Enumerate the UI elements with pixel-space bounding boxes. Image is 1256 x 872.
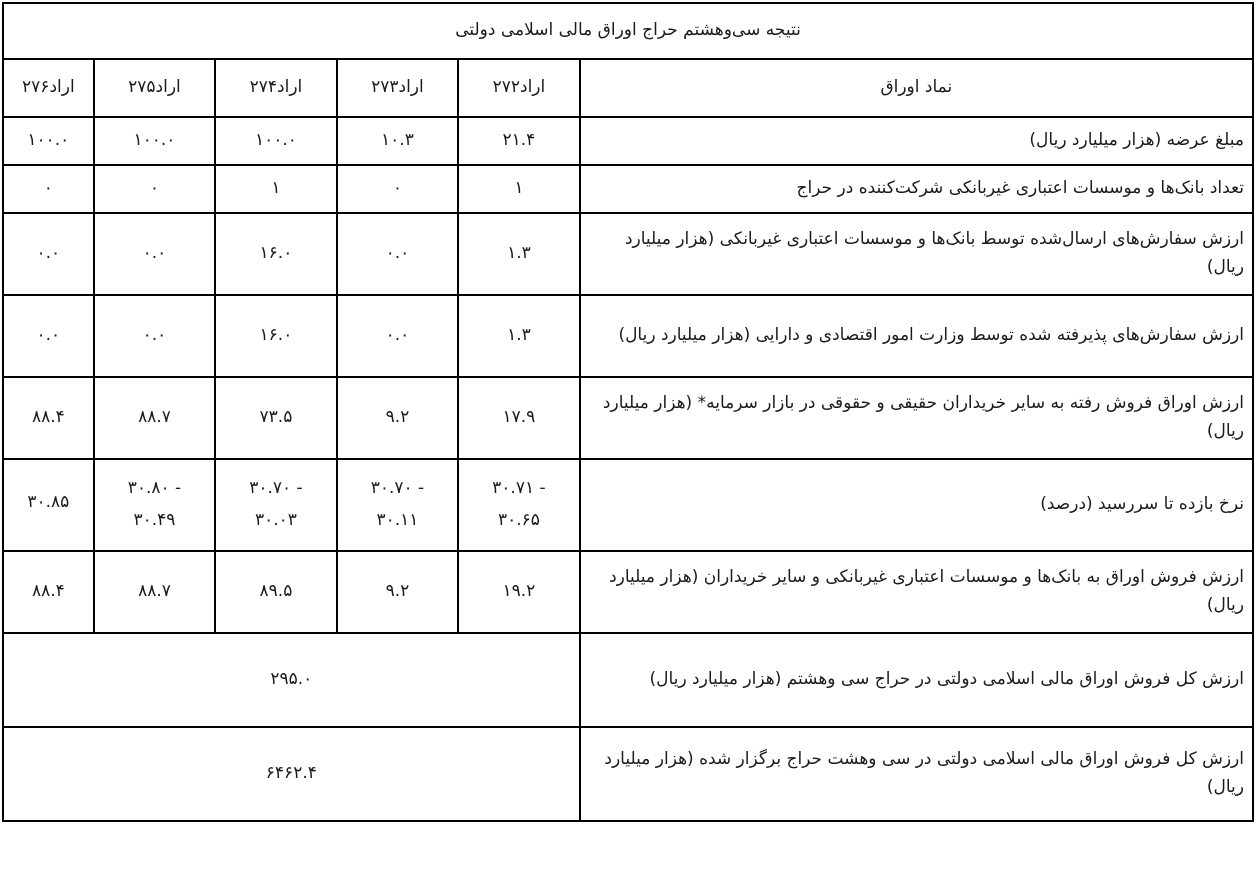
row-label-grand-total-this-auction: ارزش کل فروش اوراق مالی اسلامی دولتی در حراج سی وهشتم (هزار میلیارد ریال) bbox=[580, 633, 1253, 727]
yield-low-arad273: ۳۰.۱۱ bbox=[376, 510, 419, 530]
cell-total-sales-arad275: ۸۸.۷ bbox=[94, 551, 215, 633]
cell-sold-to-other-buyers-arad273: ۹.۲ bbox=[337, 377, 458, 459]
cell-yield-arad275 bbox=[94, 459, 215, 551]
table-row bbox=[3, 459, 1253, 551]
cell-sold-to-other-buyers-arad274: ۷۳.۵ bbox=[215, 377, 336, 459]
cell-orders-submitted-arad276: ۰.۰ bbox=[3, 213, 94, 295]
cell-total-sales-arad276: ۸۸.۴ bbox=[3, 551, 94, 633]
table-row bbox=[3, 295, 1253, 377]
cell-total-sales-arad274: ۸۹.۵ bbox=[215, 551, 336, 633]
yield-high-arad273: - ۳۰.۷۰ bbox=[370, 478, 425, 499]
cell-yield-arad274 bbox=[215, 459, 336, 551]
table-row bbox=[3, 165, 1253, 213]
cell-total-sales-arad273: ۹.۲ bbox=[337, 551, 458, 633]
table-row bbox=[3, 213, 1253, 295]
cell-offer-amount-arad275: ۱۰۰.۰ bbox=[94, 117, 215, 165]
cell-orders-submitted-arad274: ۱۶.۰ bbox=[215, 213, 336, 295]
cell-yield-arad273 bbox=[337, 459, 458, 551]
cell-grand-total-this-auction: ۲۹۵.۰ bbox=[3, 633, 580, 727]
cell-yield-arad276 bbox=[3, 459, 94, 551]
row-label-orders-submitted: ارزش سفارش‌های ارسال‌شده توسط بانک‌ها و موسسات اعتباری غیربانکی (هزار میلیارد ریال) bbox=[580, 213, 1253, 295]
yield-high-arad276: ۳۰.۸۵ bbox=[27, 492, 70, 513]
cell-offer-amount-arad273: ۱۰.۳ bbox=[337, 117, 458, 165]
table-title: نتیجه سی‌وهشتم حراج اوراق مالی اسلامی دولتی bbox=[3, 3, 1253, 59]
row-label-total-sales-by-symbol: ارزش فروش اوراق به بانک‌ها و موسسات اعتباری غیربانکی و سایر خریداران (هزار میلیارد ریال) bbox=[580, 551, 1253, 633]
row-label-sold-to-other-buyers: ارزش اوراق فروش رفته به سایر خریداران حقیقی و حقوقی در بازار سرمایه* (هزار میلیارد ریال) bbox=[580, 377, 1253, 459]
table-row bbox=[3, 377, 1253, 459]
cell-sold-to-other-buyers-arad276: ۸۸.۴ bbox=[3, 377, 94, 459]
cell-offer-amount-arad274: ۱۰۰.۰ bbox=[215, 117, 336, 165]
table-row bbox=[3, 551, 1253, 633]
column-header-arad273: اراد۲۷۳ bbox=[337, 59, 458, 117]
cell-orders-submitted-arad272: ۱.۳ bbox=[458, 213, 579, 295]
table-total-row bbox=[3, 633, 1253, 727]
cell-participant-count-arad274: ۱ bbox=[215, 165, 336, 213]
cell-participant-count-arad273: ۰ bbox=[337, 165, 458, 213]
cell-orders-submitted-arad275: ۰.۰ bbox=[94, 213, 215, 295]
row-label-orders-accepted: ارزش سفارش‌های پذیرفته شده توسط وزارت امور اقتصادی و دارایی (هزار میلیارد ریال) bbox=[580, 295, 1253, 377]
cell-participant-count-arad275: ۰ bbox=[94, 165, 215, 213]
cell-orders-accepted-arad275: ۰.۰ bbox=[94, 295, 215, 377]
cell-yield-arad272 bbox=[458, 459, 579, 551]
cell-offer-amount-arad276: ۱۰۰.۰ bbox=[3, 117, 94, 165]
cell-orders-accepted-arad274: ۱۶.۰ bbox=[215, 295, 336, 377]
cell-orders-accepted-arad272: ۱.۳ bbox=[458, 295, 579, 377]
yield-high-arad272: - ۳۰.۷۱ bbox=[492, 478, 546, 499]
auction-results-table bbox=[2, 2, 1254, 822]
cell-offer-amount-arad272: ۲۱.۴ bbox=[458, 117, 579, 165]
table-total-row bbox=[3, 727, 1253, 821]
yield-high-arad275: - ۳۰.۸۰ bbox=[127, 478, 182, 499]
yield-low-arad275: ۳۰.۴۹ bbox=[133, 510, 176, 530]
cell-participant-count-arad276: ۰ bbox=[3, 165, 94, 213]
row-label-offer-amount: مبلغ عرضه (هزار میلیارد ریال) bbox=[580, 117, 1253, 165]
row-label-grand-total-all-auctions: ارزش کل فروش اوراق مالی اسلامی دولتی در سی وهشت حراج برگزار شده (هزار میلیارد ریال) bbox=[580, 727, 1253, 821]
yield-low-arad272: ۳۰.۶۵ bbox=[497, 510, 540, 530]
table-row bbox=[3, 117, 1253, 165]
cell-participant-count-arad272: ۱ bbox=[458, 165, 579, 213]
cell-orders-submitted-arad273: ۰.۰ bbox=[337, 213, 458, 295]
column-header-arad272: اراد۲۷۲ bbox=[458, 59, 579, 117]
cell-orders-accepted-arad273: ۰.۰ bbox=[337, 295, 458, 377]
yield-high-arad274: - ۳۰.۷۰ bbox=[249, 478, 303, 499]
column-header-arad276: اراد۲۷۶ bbox=[3, 59, 94, 117]
cell-grand-total-all-auctions: ۶۴۶۲.۴ bbox=[3, 727, 580, 821]
cell-sold-to-other-buyers-arad275: ۸۸.۷ bbox=[94, 377, 215, 459]
cell-sold-to-other-buyers-arad272: ۱۷.۹ bbox=[458, 377, 579, 459]
yield-low-arad274: ۳۰.۰۳ bbox=[254, 510, 297, 530]
cell-total-sales-arad272: ۱۹.۲ bbox=[458, 551, 579, 633]
table-header-row bbox=[3, 59, 1253, 117]
column-header-arad274: اراد۲۷۴ bbox=[215, 59, 336, 117]
cell-orders-accepted-arad276: ۰.۰ bbox=[3, 295, 94, 377]
column-header-arad275: اراد۲۷۵ bbox=[94, 59, 215, 117]
row-label-yield-to-maturity: نرخ بازده تا سررسید (درصد) bbox=[580, 459, 1253, 551]
row-label-participant-count: تعداد بانک‌ها و موسسات اعتباری غیربانکی شرکت‌کننده در حراج bbox=[580, 165, 1253, 213]
header-label-symbol: نماد اوراق bbox=[580, 59, 1253, 117]
table-title-row bbox=[3, 3, 1253, 59]
